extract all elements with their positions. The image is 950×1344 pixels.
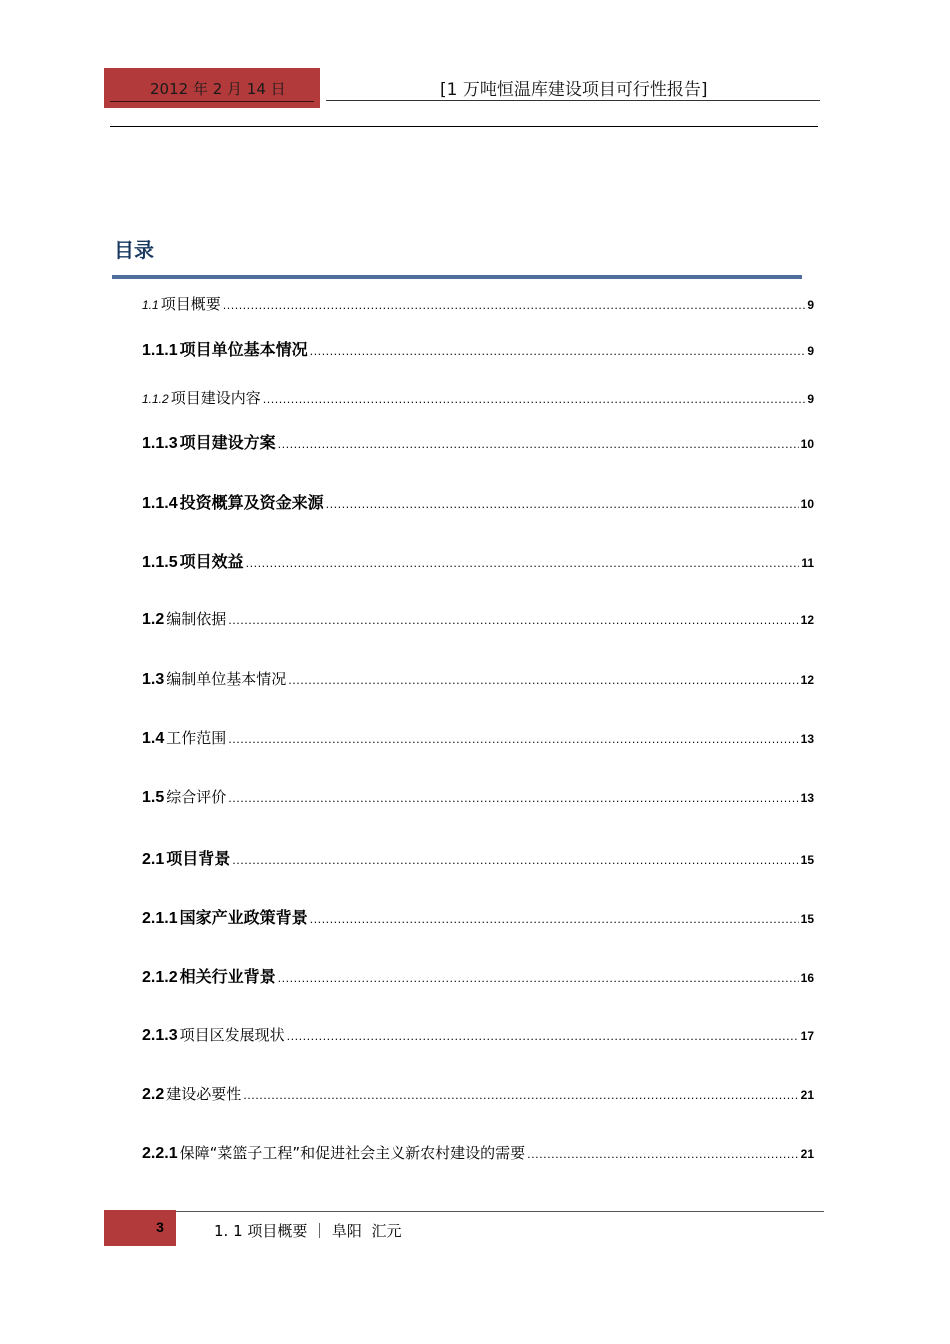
toc-dot-leader	[232, 854, 798, 867]
toc-entry-page: 9	[807, 392, 814, 406]
header-date: 2012 年 2 月 14 日	[150, 80, 286, 98]
toc-entry-number: 1.1.4	[142, 495, 178, 512]
toc-entry-label: 编制单位基本情况	[166, 670, 287, 688]
toc-entry-label: 相关行业背景	[179, 967, 276, 986]
footer-text: 1. 1 项目概要 ｜ 阜阳 汇元	[214, 1222, 402, 1240]
toc-entry[interactable]	[142, 490, 814, 513]
toc-entry-page: 21	[800, 1088, 814, 1102]
toc-entry-number: 2.2	[142, 1086, 165, 1103]
toc-entry[interactable]	[142, 293, 814, 314]
toc-entry-number: 1.2	[142, 611, 165, 628]
toc-entry-number: 2.1	[142, 851, 165, 868]
toc-dot-leader	[310, 913, 799, 926]
toc-entry[interactable]	[142, 905, 814, 928]
toc-entry-label: 编制依据	[166, 610, 227, 628]
toc-entry[interactable]	[142, 1142, 814, 1163]
toc-entry[interactable]	[142, 387, 814, 408]
toc-heading-rule	[112, 275, 802, 279]
toc-entry[interactable]	[142, 337, 814, 360]
toc-entry-page: 17	[800, 1029, 814, 1043]
toc-entry-page: 10	[800, 497, 814, 511]
toc-dot-leader	[288, 674, 798, 687]
toc-entry-number: 1.4	[142, 730, 165, 747]
toc-entry[interactable]	[142, 846, 814, 869]
toc-entry[interactable]	[142, 1024, 814, 1045]
toc-entry[interactable]	[142, 430, 814, 453]
footer-rule	[176, 1211, 824, 1212]
toc-entry-label: 国家产业政策背景	[179, 908, 308, 927]
toc-entry-label: 保障“菜篮子工程”和促进社会主义新农村建设的需要	[179, 1144, 526, 1162]
toc-entry-label: 项目效益	[179, 552, 244, 571]
toc-dot-leader	[246, 557, 800, 570]
toc-entry-label: 项目背景	[166, 849, 231, 868]
toc-entry[interactable]	[142, 549, 814, 572]
toc-entry-page: 12	[800, 613, 814, 627]
toc-heading: 目录	[114, 238, 154, 262]
toc-entry-label: 项目建设内容	[170, 389, 261, 407]
toc-dot-leader	[278, 972, 799, 985]
header-title: [1 万吨恒温库建设项目可行性报告]	[440, 80, 708, 100]
toc-entry[interactable]	[142, 1083, 814, 1104]
toc-entry-page: 12	[800, 673, 814, 687]
toc-dot-leader	[326, 498, 799, 511]
toc-dot-leader	[243, 1089, 798, 1102]
toc-dot-leader	[228, 792, 798, 805]
toc-entry-number: 2.1.2	[142, 969, 178, 986]
toc-dot-leader	[278, 438, 799, 451]
toc-dot-leader	[223, 299, 806, 312]
toc-entry-page: 9	[807, 298, 814, 312]
toc-entry-page: 10	[800, 437, 814, 451]
toc-entry-label: 项目单位基本情况	[179, 340, 308, 359]
header-title-underline	[326, 100, 820, 101]
toc-entry-label: 工作范围	[166, 729, 227, 747]
header-rule	[110, 126, 818, 127]
toc-entry-page: 13	[800, 732, 814, 746]
toc-entry-label: 综合评价	[166, 788, 227, 806]
toc-entry-number: 2.2.1	[142, 1145, 178, 1162]
toc-entry-page: 11	[801, 556, 814, 570]
header-date-underline	[110, 101, 314, 102]
toc-entry[interactable]	[142, 786, 814, 807]
toc-entry-label: 项目区发展现状	[179, 1026, 285, 1044]
toc-entry-page: 21	[800, 1147, 814, 1161]
toc-entry-page: 15	[800, 853, 814, 867]
toc-dot-leader	[263, 393, 806, 406]
toc-entry-page: 15	[800, 912, 814, 926]
toc-entry-number: 1.3	[142, 671, 165, 688]
toc-entry-page: 13	[800, 791, 814, 805]
toc-entry-label: 项目概要	[160, 295, 221, 313]
toc-entry[interactable]	[142, 608, 814, 629]
toc-entry-number: 1.1.1	[142, 342, 178, 359]
footer-page-number: 3	[156, 1219, 164, 1235]
toc-entry-page: 9	[807, 344, 814, 358]
toc-dot-leader	[228, 733, 798, 746]
toc-entry-label: 投资概算及资金来源	[179, 493, 324, 512]
toc-entry-number: 1.1	[142, 298, 159, 312]
toc-entry-page: 16	[800, 971, 814, 985]
toc-entry-number: 1.1.3	[142, 435, 178, 452]
toc-entry[interactable]	[142, 964, 814, 987]
toc-entry-number: 1.5	[142, 789, 165, 806]
toc-dot-leader	[228, 614, 798, 627]
toc-entry-label: 项目建设方案	[179, 433, 276, 452]
toc-entry-number: 2.1.3	[142, 1027, 178, 1044]
toc-entry-label: 建设必要性	[166, 1085, 242, 1103]
toc-dot-leader	[310, 345, 806, 358]
toc-entry-number: 1.1.5	[142, 554, 178, 571]
toc-entry-number: 2.1.1	[142, 910, 178, 927]
toc-dot-leader	[527, 1148, 799, 1161]
toc-dot-leader	[287, 1030, 799, 1043]
toc-entry-number: 1.1.2	[142, 392, 169, 406]
toc-entry[interactable]	[142, 727, 814, 748]
toc-entry[interactable]	[142, 668, 814, 689]
